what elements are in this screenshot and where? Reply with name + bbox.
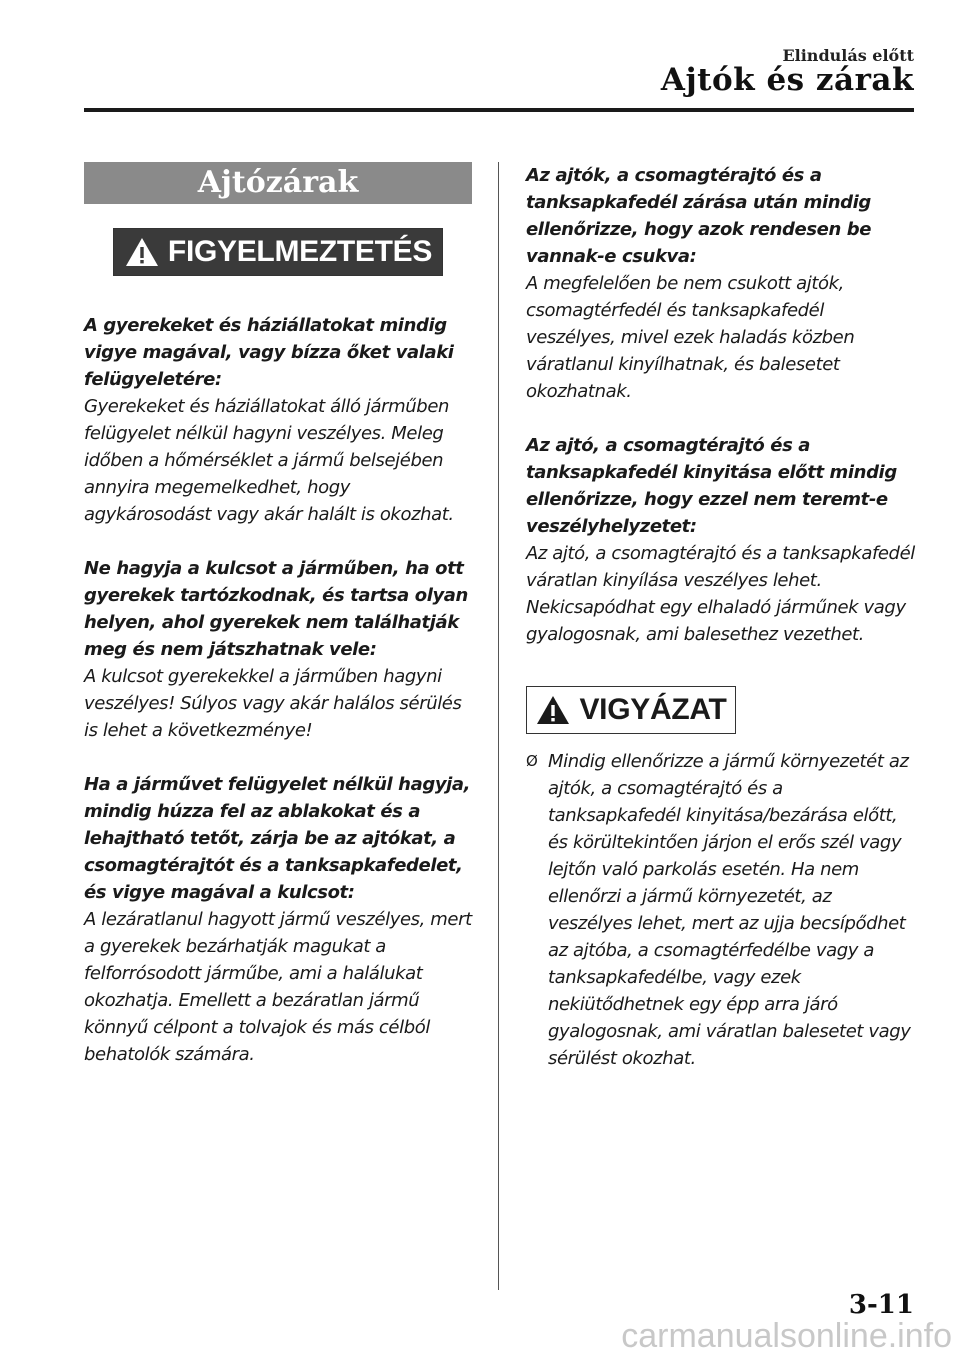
warning-banner: [113, 228, 443, 276]
warning-item: [84, 555, 472, 744]
watermark: carmanualsonline.info: [621, 1317, 952, 1355]
warning-triangle-icon: [124, 236, 160, 268]
bullet-arrow-icon: Ø: [526, 752, 538, 770]
warning-item: [526, 432, 918, 648]
section-title: Ajtózárak: [84, 162, 472, 204]
caution-banner: [526, 686, 736, 734]
warning-item-body: A kulcsot gyerekekkel a járműben hagyni veszélyes! Súlyos vagy akár halálos sérülés is lehet a következménye!: [84, 666, 462, 741]
caution-item: [526, 748, 918, 1072]
warning-item-heading: Ne hagyja a kulcsot a járműben, ha ott gyerekek tartózkodnak, és tartsa olyan helyen, ahol gyerekek nem találhatják meg és nem játszhatnak vele:: [84, 558, 468, 660]
column-divider: [498, 162, 499, 1290]
right-column: [526, 162, 918, 1072]
warning-item-heading: Az ajtó, a csomagtérajtó és a tanksapkafedél kinyitása előtt mindig ellenőrizze, hogy ezzel nem teremt-e veszélyhelyzetet:: [526, 435, 897, 537]
warning-item-heading: Ha a járművet felügyelet nélkül hagyja, mindig húzza fel az ablakokat és a lehajtható tetőt, zárja be az ajtókat, a csomagtérajtót és a tanksapkafedelet, és vigye magával a kulcsot:: [84, 774, 471, 903]
left-column: [84, 162, 472, 1068]
header-rule: [84, 108, 914, 112]
chapter-subtitle: Elindulás előtt: [782, 46, 914, 65]
caution-item-text: Mindig ellenőrizze a jármű környezetét az ajtók, a csomagtérajtó és a tanksapkafedél kinyitása/bezárása előtt, és körültekintően járjon el erős szél vagy lejtőn való parkolás esetén. Ha nem ellenőrzi a jármű környezetét, az veszélyes lehet, mert az ujja becsípődhet az ajtóba, a csomagtérfedélbe vagy a tanksapkafedélbe, vagy ezek nekiütődhetnek egy épp arra járó gyalogosnak, ami váratlan balesetet vagy sérülést okozhat.: [548, 751, 911, 1069]
page-number: 3-11: [848, 1290, 914, 1320]
caution-label: VIGYÁZAT: [579, 693, 727, 726]
warning-item-body: A megfelelően be nem csukott ajtók, csomagtérfedél és tanksapkafedél veszélyes, mivel ezek haladás közben váratlanul kinyílhatnak, és balesetet okozhatnak.: [526, 273, 855, 402]
warning-item: [84, 771, 472, 1068]
warning-item-body: A lezáratlanul hagyott jármű veszélyes, mert a gyerekek bezárhatják magukat a felforrósodott járműbe, ami a halálukat okozhatja. Emellett a bezáratlan jármű könnyű célpont a tolvajok és más célból behatolók számára.: [84, 909, 472, 1065]
warning-item-heading: Az ajtók, a csomagtérajtó és a tanksapkafedél zárása után mindig ellenőrizze, hogy azok rendesen be vannak-e csukva:: [526, 165, 872, 267]
chapter-title: Ajtók és zárak: [660, 62, 914, 98]
warning-label: FIGYELMEZTETÉS: [167, 235, 433, 268]
warning-item-heading: A gyerekeket és háziállatokat mindig vigye magával, vagy bízza őket valaki felügyeletére:: [84, 315, 454, 390]
warning-triangle-icon: [535, 694, 571, 726]
warning-item: [526, 162, 918, 405]
warning-item-body: Az ajtó, a csomagtérajtó és a tanksapkafedél váratlan kinyílása veszélyes lehet. Nekicsapódhat egy elhaladó járműnek vagy gyalogosnak, ami balesethez vezethet.: [526, 543, 915, 645]
warning-item: [84, 312, 472, 528]
warning-item-body: Gyerekeket és háziállatokat álló járműben felügyelet nélkül hagyni veszélyes. Meleg időben a hőmérséklet a jármű belsejében annyira megemelkedhet, hogy agykárosodást vagy akár halált is okozhat.: [84, 396, 454, 525]
